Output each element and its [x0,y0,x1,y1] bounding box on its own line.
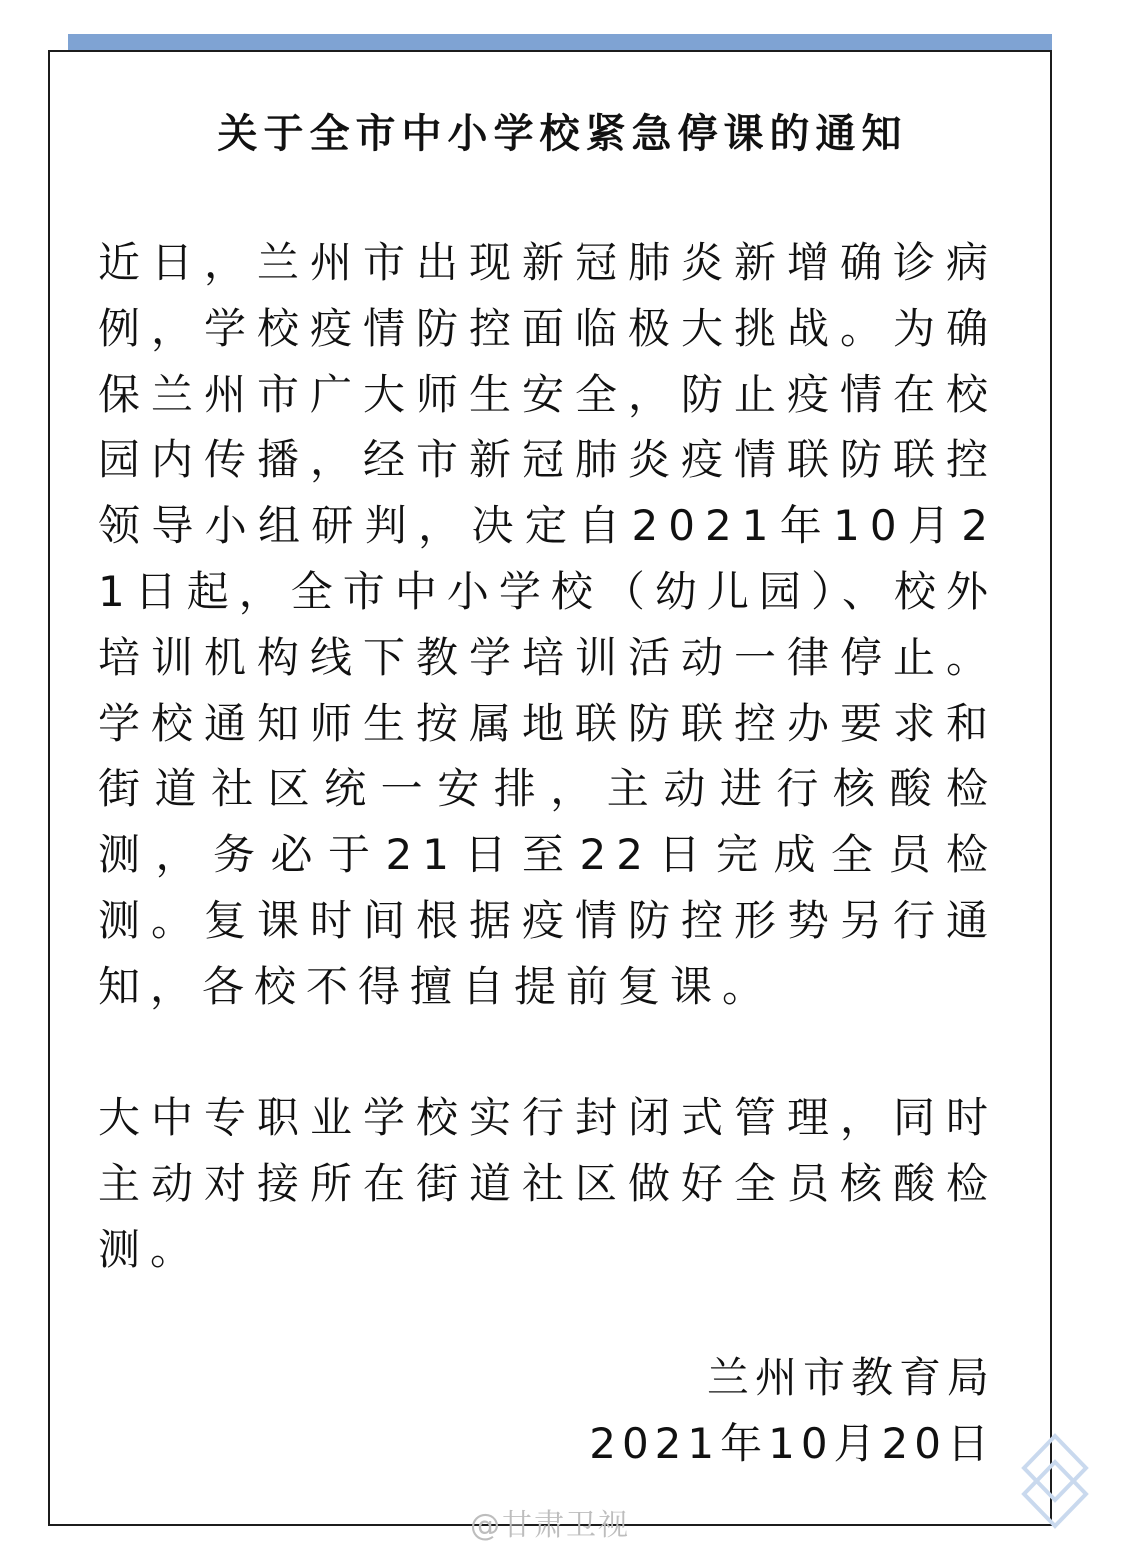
top-accent-bar [68,34,1052,50]
signature-date: 2021年10月20日 [589,1419,995,1468]
watermark-text: @甘肃卫视 [470,1508,630,1543]
signature-organization: 兰州市教育局 [706,1353,995,1402]
watermark-diamond-icon [1020,1432,1090,1532]
notice-paragraph-2: 大中专职业学校实行封闭式管理，同时主动对接所在街道社区做好全员核酸检测。 [98,1093,998,1274]
notice-paragraph-1: 近日，兰州市出现新冠肺炎新增确诊病例，学校疫情防控面临极大挑战。为确保兰州市广大师生安全，防止疫情在校园内传播，经市新冠肺炎疫情联防联控领导小组研判，决定自2021年10月21日起，全市中小学校（幼儿园）、校外培训机构线下教学培训活动一律停止。学校通知师生按属地联防联控办要求和街道社区统一安排，主动进行核酸检测，务必于21日至22日完成全员检测。复课时间根据疫情防控形势另行通知，各校不得擅自提前复课。 [98,238,998,1011]
notice-title: 关于全市中小学校紧急停课的通知 [217,111,908,157]
